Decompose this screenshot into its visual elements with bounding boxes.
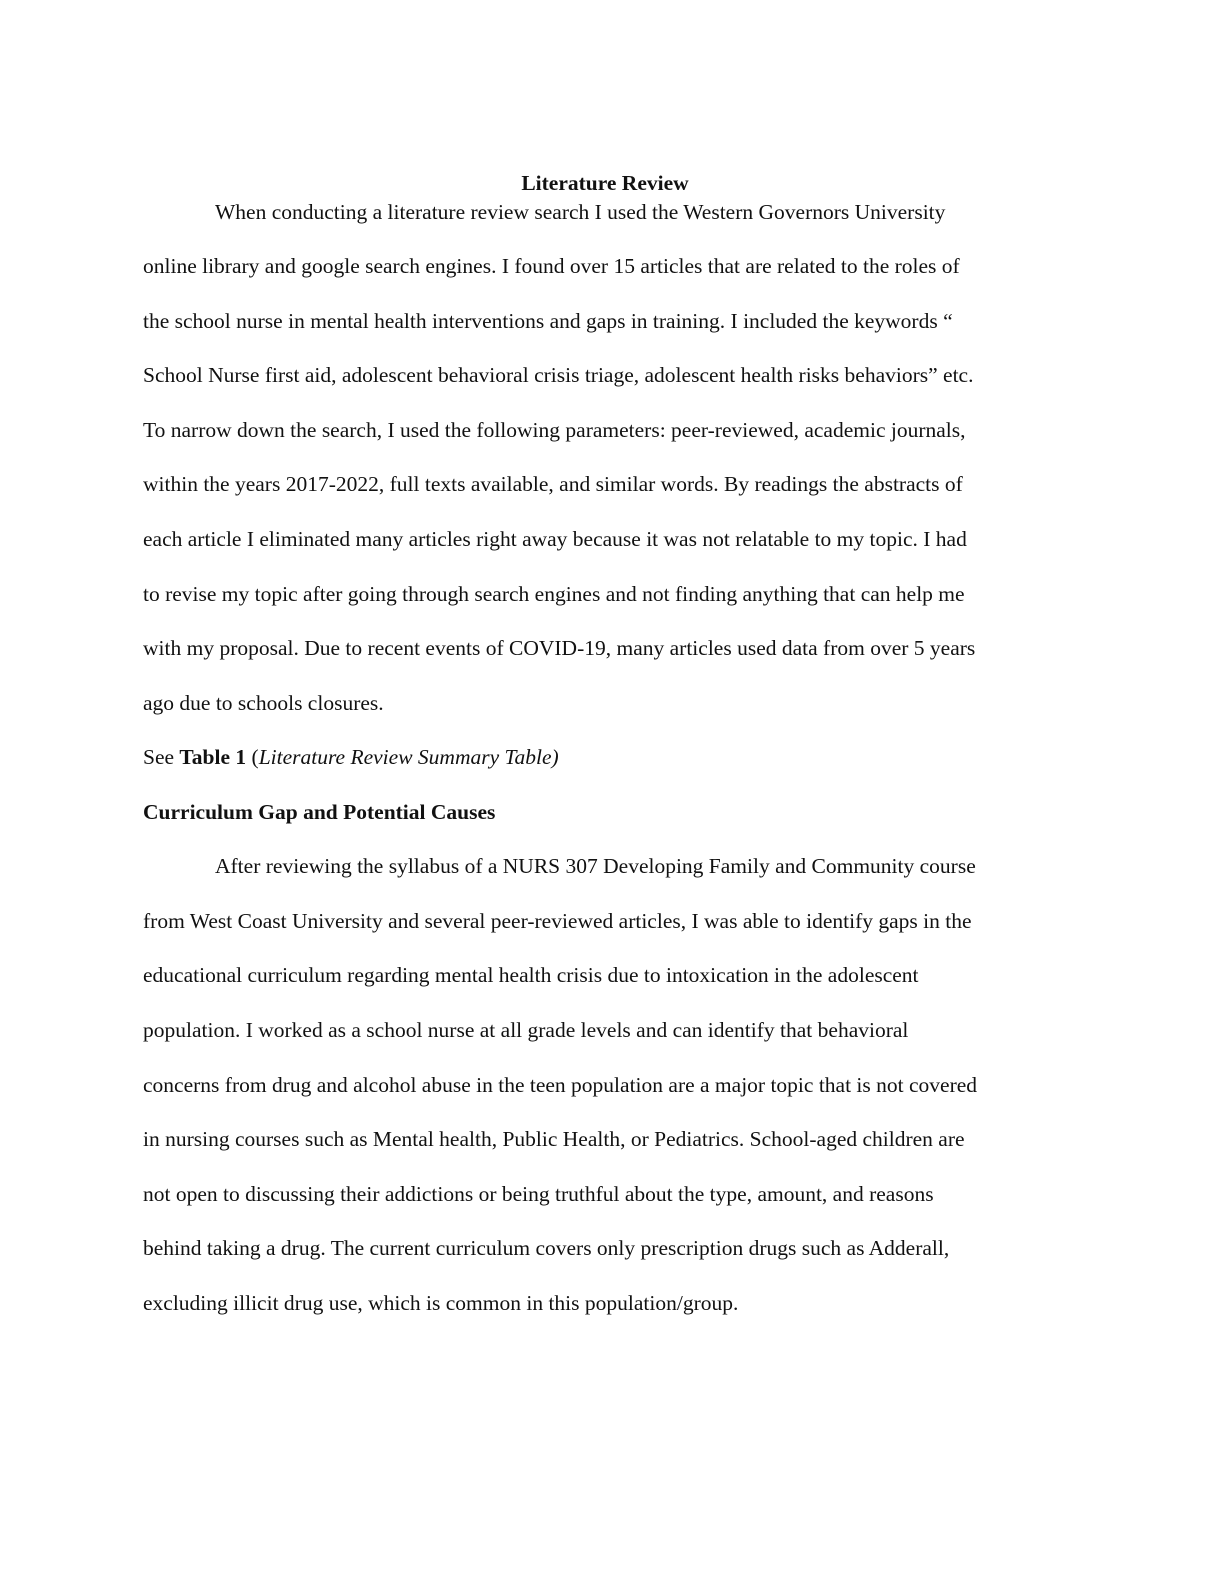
see-table-prefix: See — [143, 745, 180, 769]
paragraph-2-line-3: educational curriculum regarding mental health crisis due to intoxication in the adolescent — [143, 963, 919, 987]
paragraph-2-line-9: excluding illicit drug use, which is common in this population/group. — [143, 1291, 739, 1315]
paragraph-1-line-2: online library and google search engines. I found over 15 articles that are related to the roles of — [143, 254, 960, 278]
paragraph-1-line-5: To narrow down the search, I used the following parameters: peer-reviewed, academic journals, — [143, 418, 966, 442]
paragraph-1-line-4: School Nurse first aid, adolescent behavioral crisis triage, adolescent health risks behaviors” etc. — [143, 363, 974, 387]
paragraph-1-line-10: ago due to schools closures. — [143, 691, 384, 715]
paragraph-1-line-7: each article I eliminated many articles right away because it was not relatable to my topic. I had — [143, 527, 967, 551]
document-title: Literature Review — [521, 171, 689, 195]
table-caption: Literature Review Summary Table) — [258, 745, 559, 769]
section-heading: Curriculum Gap and Potential Causes — [143, 800, 496, 824]
paragraph-2-line-4: population. I worked as a school nurse at all grade levels and can identify that behavioral — [143, 1018, 909, 1042]
paragraph-1-line-6: within the years 2017-2022, full texts available, and similar words. By readings the abstracts of — [143, 472, 963, 496]
paragraph-1-line-9: with my proposal. Due to recent events of COVID-19, many articles used data from over 5 years — [143, 636, 976, 660]
see-table-reference — [143, 743, 559, 771]
paragraph-2-line-6: in nursing courses such as Mental health, Public Health, or Pediatrics. School-aged children are — [143, 1127, 965, 1151]
paragraph-2-line-2: from West Coast University and several peer-reviewed articles, I was able to identify gaps in the — [143, 909, 972, 933]
paragraph-2-line-8: behind taking a drug. The current curriculum covers only prescription drugs such as Adderall, — [143, 1236, 950, 1260]
paragraph-2-line-5: concerns from drug and alcohol abuse in the teen population are a major topic that is not covered — [143, 1073, 978, 1097]
see-table-open-paren: ( — [246, 745, 259, 769]
paragraph-1-line-8: to revise my topic after going through search engines and not finding anything that can help me — [143, 582, 965, 606]
table-label: Table 1 — [179, 745, 247, 769]
paragraph-2-line-7: not open to discussing their addictions or being truthful about the type, amount, and reasons — [143, 1182, 934, 1206]
paragraph-2-line-1: After reviewing the syllabus of a NURS 307 Developing Family and Community course — [215, 854, 976, 878]
paragraph-1-line-1: When conducting a literature review search I used the Western Governors University — [215, 200, 946, 224]
paragraph-1-line-3: the school nurse in mental health interventions and gaps in training. I included the keywords “ — [143, 309, 953, 333]
